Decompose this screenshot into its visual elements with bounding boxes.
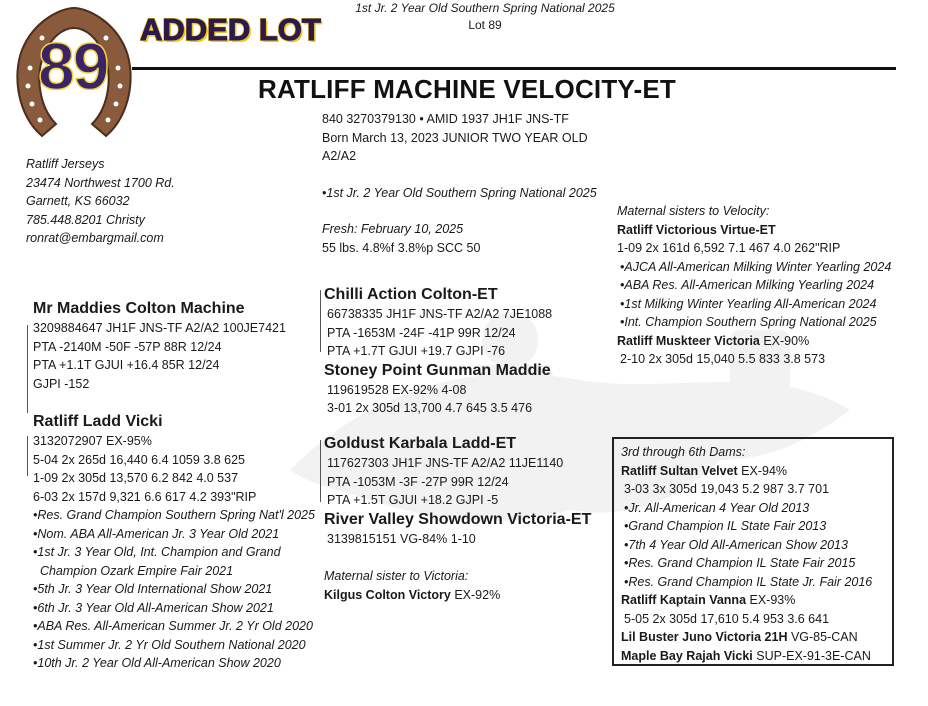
pedigree-bracket [320, 440, 321, 502]
lot-label: Lot 89 [468, 18, 502, 32]
dam-maternal-sister-score: EX-92% [450, 587, 501, 602]
dam3-score: EX-94% [737, 463, 788, 478]
animal-info [322, 110, 597, 257]
sister1-record: 1-09 2x 161d 6,592 7.1 467 4.0 262"RIP [617, 241, 841, 255]
dam-line: PTA +1.5T GJUI +18.2 GJPI -5 [327, 493, 499, 507]
sister1-name: Ratliff Victorious Virtue-ET [617, 222, 776, 237]
sister2-record: 2-10 2x 305d 15,040 5.5 833 3.8 573 [620, 352, 826, 366]
animal-id-line: 840 3270379130 • AMID 1937 JH1F JNS-TF [322, 112, 569, 126]
left-dam-award: Champion Ozark Empire Fair 2021 [33, 563, 234, 578]
left-sire-line: GJPI -152 [33, 376, 90, 391]
left-dam-line: 1-09 2x 305d 13,570 6.2 842 4.0 537 [33, 471, 239, 485]
animal-award: •1st Jr. 2 Year Old Southern Spring National 2025 [322, 185, 597, 200]
left-sire-block [33, 299, 286, 393]
header-rule [132, 67, 896, 70]
sister1-award: •1st Milking Winter Yearling All-American 2024 [620, 296, 877, 311]
consignor-block [26, 155, 175, 248]
consignor-phone: 785.448.8201 Christy [26, 212, 145, 227]
pedigree-bracket [27, 325, 28, 413]
left-dam-award: •1st Jr. 3 Year Old, Int. Champion and Grand [33, 545, 281, 559]
dam-line: 117627303 JH1F JNS-TF A2/A2 11JE1140 [327, 456, 564, 470]
sire-line: 66738335 JH1F JNS-TF A2/A2 7JE1088 [327, 307, 553, 321]
maternal-sisters-label: Maternal sisters to Velocity: [617, 204, 770, 218]
left-dam-name: Ratliff Ladd Vicki [33, 413, 163, 430]
dam-maternal-sister-name: Kilgus Colton Victory [324, 587, 451, 602]
dam-block [324, 434, 591, 604]
sire-name: Chilli Action Colton-ET [324, 286, 498, 303]
dam3-record: 3-03 3x 305d 19,043 5.2 987 3.7 701 [624, 482, 830, 496]
dam-line: PTA -1053M -3F -27P 99R 12/24 [327, 474, 509, 489]
sister2-name: Ratliff Muskteer Victoria [617, 333, 760, 348]
left-sire-line: PTA -2140M -50F -57P 88R 12/24 [33, 339, 222, 354]
sire-line: PTA -1653M -24F -41P 99R 12/24 [327, 325, 516, 340]
animal-haplo: A2/A2 [322, 149, 357, 163]
sale-name: 1st Jr. 2 Year Old Southern Spring National 2025 [355, 1, 615, 15]
dam4-record: 5-05 2x 305d 17,610 5.4 953 3.6 641 [624, 611, 830, 626]
dam5-name: Lil Buster Juno Victoria 21H [621, 630, 788, 644]
left-dam-line: 6-03 2x 157d 9,321 6.6 617 4.2 393"RIP [33, 489, 257, 504]
left-dam-award: •Res. Grand Champion Southern Spring Nat'l 2025 [33, 508, 315, 522]
sire-line: PTA +1.7T GJUI +19.7 GJPI -76 [327, 344, 506, 358]
dam6-score: SUP-EX-91-3E-CAN [752, 648, 871, 663]
dam-maternal-sister-label: Maternal sister to Victoria: [324, 569, 469, 583]
dam5-score: VG-85-CAN [787, 630, 858, 644]
pedigree-bracket [27, 436, 28, 476]
left-dam-award: •ABA Res. All-American Summer Jr. 2 Yr Old 2020 [33, 619, 313, 633]
animal-born-line: Born March 13, 2023 JUNIOR TWO YEAR OLD [322, 130, 588, 145]
animal-production: 55 lbs. 4.8%f 3.8%p SCC 50 [322, 240, 481, 255]
dam4-score: EX-93% [746, 593, 796, 607]
left-sire-line: 3209884647 JH1F JNS-TF A2/A2 100JE7421 [33, 321, 286, 335]
dam3-award: •7th 4 Year Old All-American Show 2013 [624, 537, 848, 552]
left-dam-line: 5-04 2x 265d 16,440 6.4 1059 3.8 625 [33, 452, 245, 467]
dam4-name: Ratliff Kaptain Vanna [621, 593, 747, 607]
left-dam-award: •Nom. ABA All-American Jr. 3 Year Old 2021 [33, 526, 280, 541]
left-dam-award: •5th Jr. 3 Year Old International Show 2021 [33, 582, 273, 596]
dam-dam-line: 3139815151 VG-84% 1-10 [327, 531, 476, 546]
dam3-award: •Res. Grand Champion IL State Fair 2015 [624, 556, 856, 570]
sister1-award: •AJCA All-American Milking Winter Yearling 2024 [620, 259, 892, 274]
consignor-address2: Garnett, KS 66032 [26, 194, 130, 208]
dam6-name: Maple Bay Rajah Vicki [621, 648, 753, 663]
dam3-award: •Grand Champion IL State Fair 2013 [624, 519, 827, 533]
dams-box-label: 3rd through 6th Dams: [621, 445, 746, 459]
left-sire-line: PTA +1.1T GJUI +16.4 85R 12/24 [33, 358, 220, 372]
dam3-award: •Jr. All-American 4 Year Old 2013 [624, 500, 810, 515]
dams-box [612, 437, 894, 666]
dam3-name: Ratliff Sultan Velvet [621, 463, 738, 478]
animal-name: RATLIFF MACHINE VELOCITY-ET [258, 74, 677, 104]
sire-dam-line: 119619528 EX-92% 4-08 [327, 382, 467, 397]
sire-dam-line: 3-01 2x 305d 13,700 4.7 645 3.5 476 [327, 401, 533, 415]
animal-fresh: Fresh: February 10, 2025 [322, 222, 464, 236]
sister2-score: EX-90% [759, 333, 810, 348]
sire-dam-name: Stoney Point Gunman Maddie [324, 361, 551, 379]
dam3-award: •Res. Grand Champion IL State Jr. Fair 2016 [624, 574, 873, 589]
consignor-email: ronrat@embargmail.com [26, 231, 164, 245]
dam-name: Goldust Karbala Ladd-ET [324, 435, 517, 452]
sister1-award: •ABA Res. All-American Milking Yearling 2024 [620, 278, 875, 292]
dam-dam-name: River Valley Showdown Victoria-ET [324, 510, 592, 528]
left-dam-award: •6th Jr. 3 Year Old All-American Show 2021 [33, 600, 274, 615]
added-lot-label: ADDED LOT [140, 12, 321, 47]
left-dam-award: •1st Summer Jr. 2 Yr Old Southern National 2020 [33, 637, 306, 652]
left-dam-line: 3132072907 EX-95% [33, 434, 152, 448]
consignor-address1: 23474 Northwest 1700 Rd. [26, 175, 175, 190]
pedigree-bracket [320, 290, 321, 352]
sister1-award: •Int. Champion Southern Spring National 2025 [620, 315, 877, 329]
sire-block [324, 285, 552, 418]
consignor-farm: Ratliff Jerseys [26, 157, 105, 171]
left-sire-name: Mr Maddies Colton Machine [33, 300, 245, 317]
left-dam-block [33, 412, 315, 673]
lot-number: 89 [38, 29, 108, 103]
sale-header [320, 0, 650, 34]
maternal-sisters-block [617, 202, 891, 369]
left-dam-award: •10th Jr. 2 Year Old All-American Show 2020 [33, 656, 281, 670]
